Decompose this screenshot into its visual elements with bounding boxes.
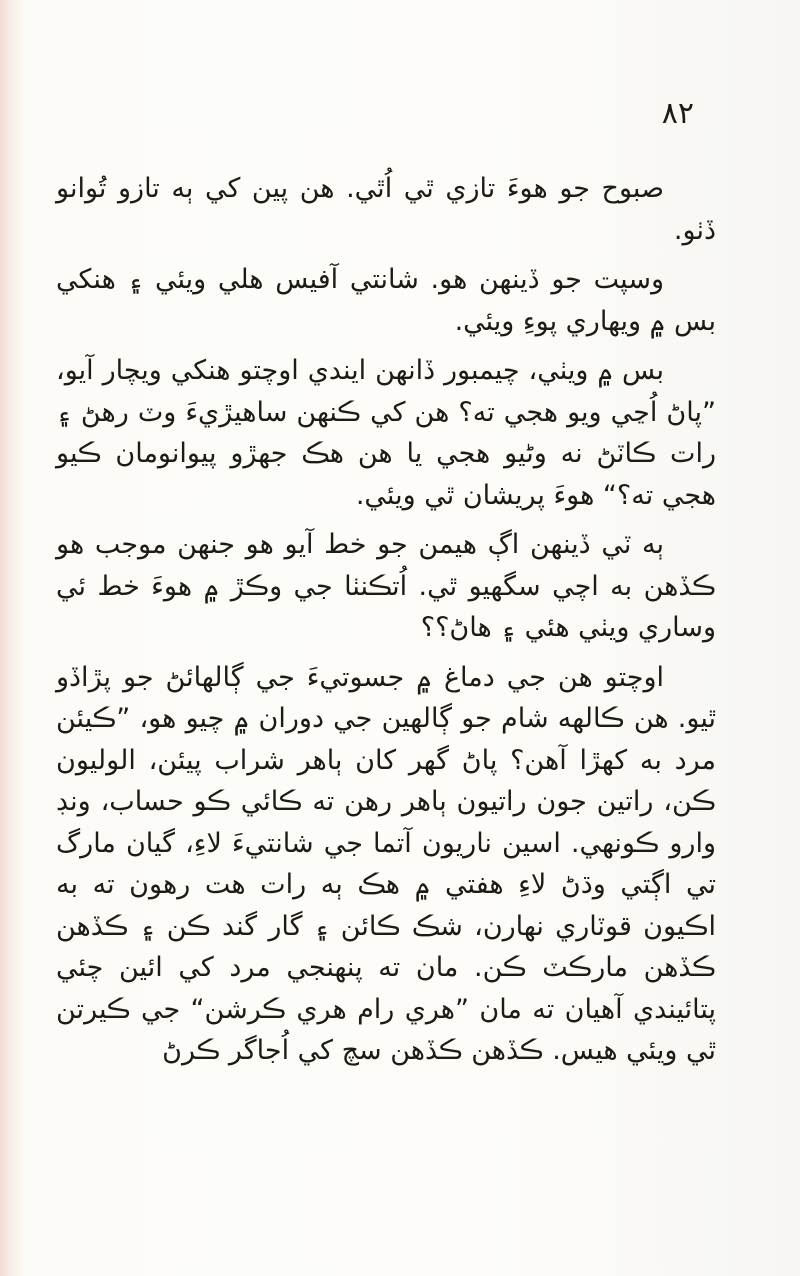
paragraph: اوچتو هن جي دماغ ۾ جسوتيءَ جي ڳالهائڻ جو پڙاڏو ٿيو. هن ڪالهه شام جو ڳالهين جي دوران ۾ چيو هو، ”ڪيئن مرد به کهڙا آهن؟ پاڻ گهر کان ٻاهر شراب پيئن، الوليون ڪن، راتين جون راتيون ٻاهر رهن ته ڪائي ڪو حساب، ونڊ وارو ڪونهي. اسين ناريون آتما جي شانتيءَ لاءِ، گيان مارگ تي اڳتي وڌڻ لاءِ هفتي ۾ هڪ ٻه رات هت رهون ته به اڪيون قوٽاري نهارن، شڪ ڪائن ۽ گار گند ڪن ۽ ڪڏهن ڪڏهن مارڪٽ ڪن. مان ته پنهنجي مرد کي ائين چئي پتائيندي آهيان ته مان ”هري رام هري ڪرشن“ جي ڪيرتن ٿي ويئي هيس. ڪڏهن ڪڏهن سچ کي اُجاگر ڪرڻ <box>56 661 716 1066</box>
paragraph: بس ۾ ويٺي، چيمبور ڏانهن ايندي اوچتو هنکي ويچار آيو، ”پاڻ اُڃي ويو هجي ته؟ هن کي ڪنهن ساهيڙيءَ وٽ رهڻ ۽ رات ڪاٽڻ نه وڻيو هجي يا هن هڪ جهڙو پيوانومان ڪيو هجي ته؟“ هوءَ پريشان ٿي ويئي. <box>56 355 716 511</box>
paragraph: صبوح جو هوءَ تازي ٿي اُٿي. هن پين کي ٻه تازو تُوانو ڏٺو. <box>56 173 716 246</box>
body-text <box>56 168 716 1072</box>
paragraph: ٻه ٽي ڏينهن اڳ هيمن جو خط آيو هو جنهن موجب هو ڪڏهن به اچي سگهيو ٿي. اُتڪنٺا جي وڪڙ ۾ هوءَ خط ئي وساري ويٺي هئي ۽ هاڻ؟؟ <box>56 529 716 643</box>
page-number: ٨٢ <box>661 96 694 131</box>
paragraph: وسپت جو ڏينهن هو. شانتي آفيس هلي ويئي ۽ هنکي بس ۾ ويهاري پوءِ ويئي. <box>56 264 716 337</box>
